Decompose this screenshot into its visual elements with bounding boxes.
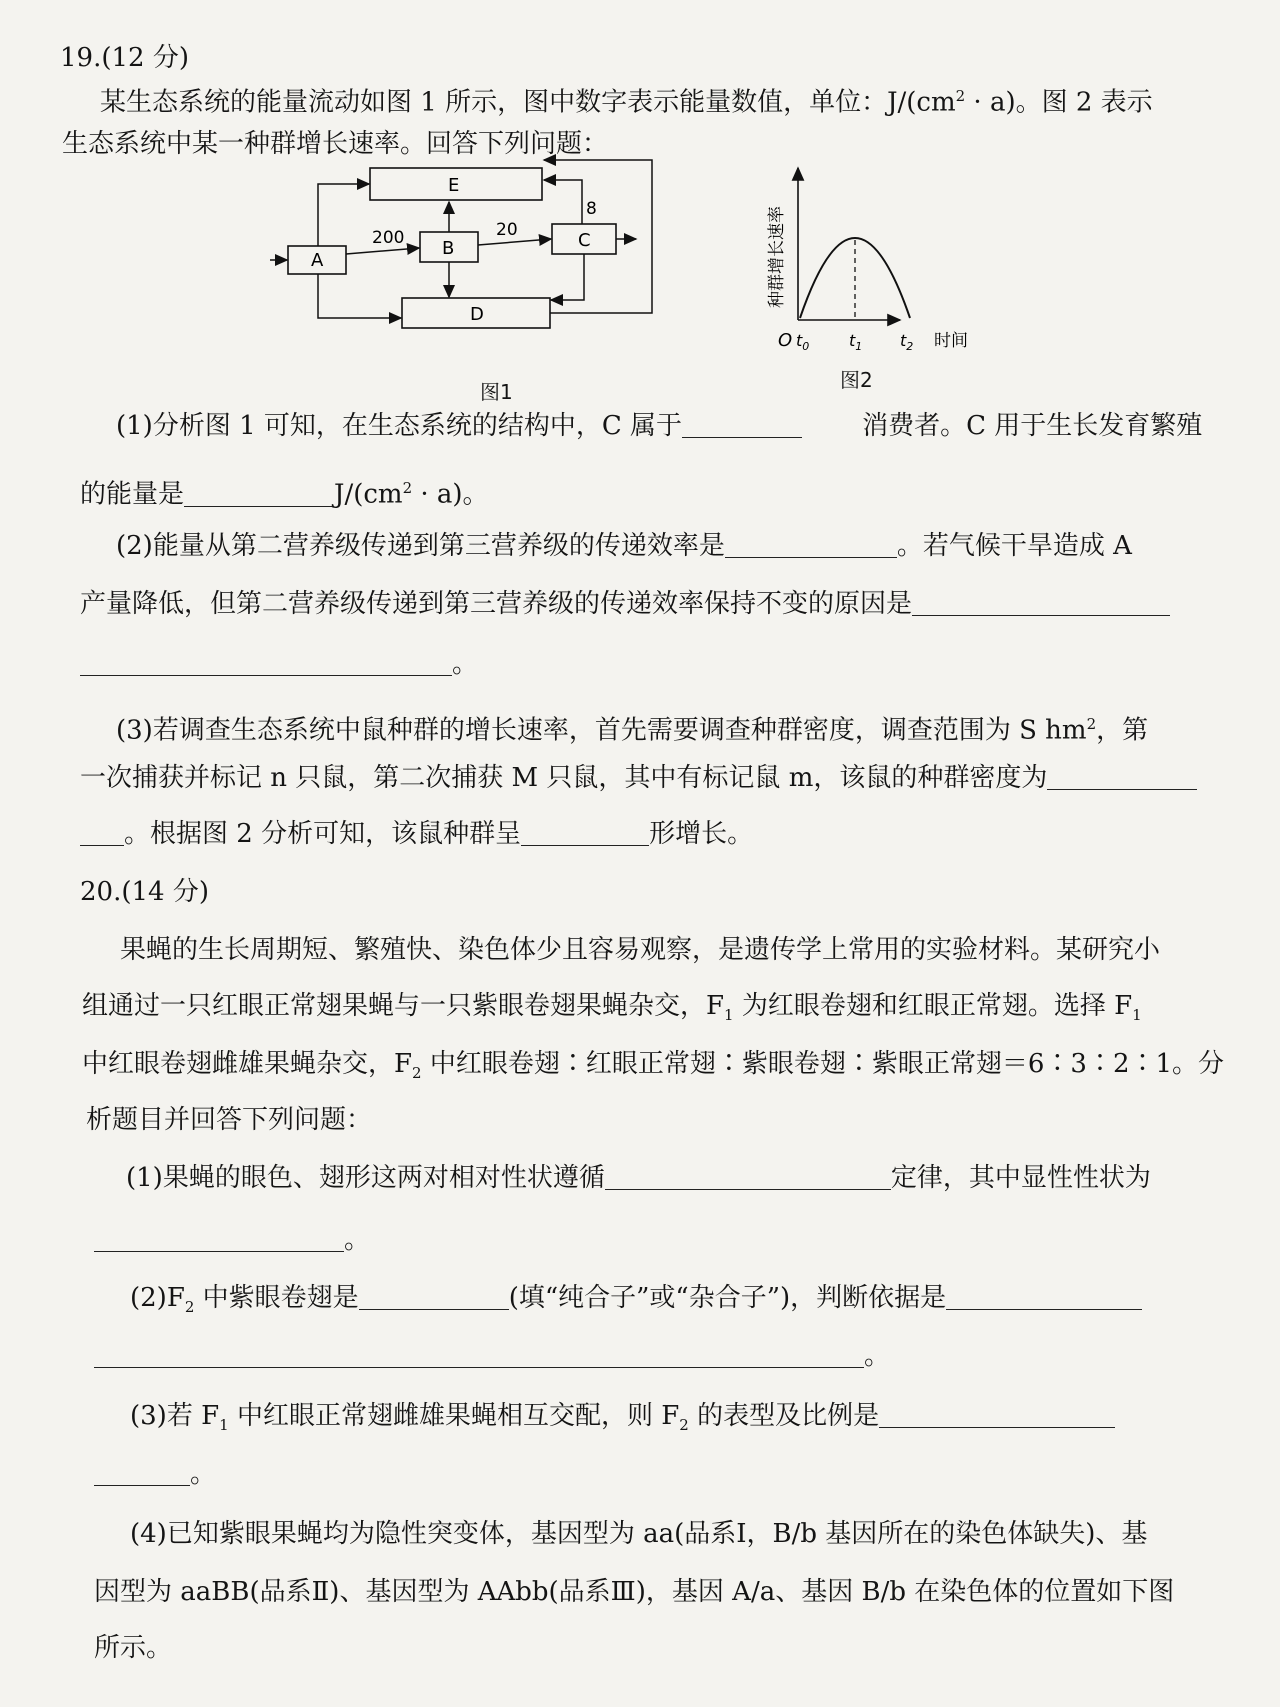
q20-p1-blank-1[interactable] [605,1163,891,1190]
q20-header: 20.(14 分) [80,877,209,907]
q20-p4-line-2: 因型为 aaBB(品系Ⅱ)、基因型为 AAbb(品系Ⅲ)，基因 A/a、基因 B/b 在染色体的位置如下图 [94,1577,1175,1607]
q19-p3-blank-1[interactable] [1047,763,1197,790]
q19-p2-line-1 [116,528,1132,564]
q20-p1-text-b: 定律，其中显性性状为 [890,1163,1151,1193]
chart-t0-label [796,331,809,353]
node-b-label: B [442,238,455,259]
q19-intro-line-2: 生态系统中某一种群增长速率。回答下列问题： [62,129,609,159]
arrow-d-e [544,160,652,313]
node-e-label: E [448,175,460,196]
energy-flow-diagram [270,150,670,340]
q19-p3-text-c: 。根据图 2 分析可知，该鼠种群呈 [124,819,522,849]
q19-intro-1-text: 某生态系统的能量流动如图 1 所示，图中数字表示能量数值，单位：J/(cm [100,87,956,118]
q20-p3-sub-1: 1 [219,1416,229,1435]
q19-p2-text-a: (2)能量从第二营养级传递到第三营养级的传递效率是 [116,531,725,561]
q19-header: 19.(12 分) [60,43,189,73]
q20-intro-sub-1: 1 [724,1006,734,1025]
q19-p1-blank-2[interactable] [184,480,334,507]
q19-p3-line-3 [80,816,753,852]
q20-p4-line-3: 所示。 [94,1633,173,1663]
flow-b-c-value: 20 [496,220,518,240]
q20-p1-line-1 [126,1160,1151,1196]
q19-p3-text-a2: ，第 [1096,715,1149,746]
q20-intro-line-4: 析题目并回答下列问题： [86,1105,373,1135]
q20-intro-3b: 中红眼卷翅∶红眼正常翅∶紫眼卷翅∶紫眼正常翅＝6∶3∶2∶1。分 [421,1049,1225,1079]
q19-p3-text-b: 一次捕获并标记 n 只鼠，第二次捕获 M 只鼠，其中有标记鼠 m，该鼠的种群密度为 [80,763,1048,793]
arrow-c-d [551,254,584,300]
q20-p3-line-2 [94,1456,216,1492]
node-a-label: A [311,250,324,271]
q20-intro-2a: 组通过一只红眼正常翅果蝇与一只紫眼卷翅果蝇杂交，F [82,991,725,1021]
q20-intro-2b: 为红眼卷翅和红眼正常翅。选择 F [733,991,1133,1021]
q19-p1-text-c: 的能量是 [80,479,185,510]
q20-p1-blank-2[interactable] [94,1225,344,1252]
q20-p2-sub: 2 [184,1298,195,1317]
q20-p3-text-c: 的表型及比例是 [688,1401,880,1431]
chart-t1-sub: 1 [855,340,863,353]
q20-p3-sub-2: 2 [679,1416,689,1435]
figure-1-label: 图1 [480,380,513,404]
arrow-c-e [544,180,582,224]
q19-p2-line-3 [80,646,478,682]
q20-p2-blank-2[interactable] [946,1283,1142,1310]
q20-p3-blank-2[interactable] [94,1459,190,1486]
q19-p2-blank-3[interactable] [80,649,452,676]
flow-a-b-value: 200 [372,228,405,248]
q19-p1-line-2 [80,470,489,513]
q20-intro-sub-2: 2 [412,1064,422,1083]
arrow-a-b [346,248,419,254]
q19-intro-sup: 2 [955,87,966,105]
q19-p3-text-a: (3)若调查生态系统中鼠种群的增长速率，首先需要调查种群密度，调查范围为 S hm [116,715,1087,746]
q19-p1-text-b: 消费者。C 用于生长发育繁殖 [862,411,1203,441]
q19-p1-text-a: (1)分析图 1 可知，在生态系统的结构中，C 属于 [116,411,683,441]
chart-t2-letter: t [900,331,907,350]
chart-t1-letter: t [849,331,856,350]
q20-intro-3a: 中红眼卷翅雌雄果蝇杂交，F [82,1049,413,1079]
q20-p3-blank-1[interactable] [879,1401,1115,1428]
q20-p2-text-b: 中紫眼卷翅是 [194,1283,359,1313]
q19-p3-blank-2[interactable] [521,819,649,846]
q19-p1-text-d: J/(cm [334,479,403,510]
q19-p2-text-d: 。 [452,649,479,679]
q19-intro-line-1 [100,78,1153,121]
node-c-label: C [578,230,591,251]
q19-p3-line-2 [80,760,1197,796]
chart-t2-label [900,331,913,353]
growth-rate-chart [760,160,980,360]
q20-p4-line-1: (4)已知紫眼果蝇均为隐性突变体，基因型为 aa(品系Ⅰ，B/b 基因所在的染色体缺失)、基 [130,1519,1148,1549]
node-d-label: D [470,304,484,325]
q19-p1-text-e: · a)。 [412,479,489,510]
q20-p1-text-a: (1)果蝇的眼色、翅形这两对相对性状遵循 [126,1163,605,1193]
q20-p2-text-d: 。 [864,1341,891,1371]
chart-t2-sub: 2 [906,340,914,353]
q20-intro-sub-1b: 1 [1132,1006,1142,1025]
q19-p3-line-1 [116,706,1148,749]
q20-p3-text-b: 中红眼正常翅雌雄果蝇相互交配，则 F [228,1401,680,1431]
q20-p2-line-1 [130,1280,1142,1325]
q19-p3-text-d: 形增长。 [649,819,754,849]
chart-t1-label [849,331,862,353]
q19-p1-blank-1[interactable] [682,411,802,438]
q20-p1-text-c: 。 [344,1225,371,1255]
q20-intro-line-2 [82,988,1142,1033]
q19-p2-text-b: 。若气候干旱造成 A [896,531,1132,561]
arrow-a-d [318,274,401,318]
q19-intro-1-tail: · a)。图 2 表示 [965,87,1153,118]
chart-x-label: 时间 [934,331,968,351]
chart-y-label: 种群增长速率 [767,206,787,308]
q19-p3-sup: 2 [1086,715,1097,733]
chart-t0-sub: 0 [802,340,810,353]
q20-p3-text-d: 。 [190,1459,217,1489]
chart-t0-letter: t [796,331,803,350]
q20-intro-line-1: 果蝇的生长周期短、繁殖快、染色体少且容易观察，是遗传学上常用的实验材料。某研究小 [120,935,1161,965]
q20-intro-line-3 [82,1046,1224,1091]
q19-p2-line-2 [80,586,1170,622]
figure-2-label: 图2 [840,368,873,392]
q20-p3-line-1 [130,1398,1115,1443]
q19-p3-blank-1-cont[interactable] [80,819,124,846]
q20-p2-blank-1[interactable] [359,1283,509,1310]
q19-p1-line-1 [116,408,1202,444]
q19-p2-text-c: 产量降低，但第二营养级传递到第三营养级的传递效率保持不变的原因是 [80,589,913,619]
flow-c-e-value: 8 [586,199,597,219]
q20-p2-line-2 [94,1338,890,1374]
arrow-a-e [318,184,369,246]
q19-p2-blank-1[interactable] [725,531,897,558]
q20-p3-text-a: (3)若 F [130,1401,220,1431]
chart-origin-label: O [778,330,793,351]
q20-p2-blank-3[interactable] [94,1341,864,1368]
q20-p2-text-c: (填“纯合子”或“杂合子”)，判断依据是 [508,1283,947,1313]
q20-p1-line-2 [94,1222,370,1258]
q20-p2-text-a: (2)F [130,1283,185,1313]
q19-p1-sup: 2 [402,479,413,497]
q19-p2-blank-2[interactable] [912,589,1170,616]
